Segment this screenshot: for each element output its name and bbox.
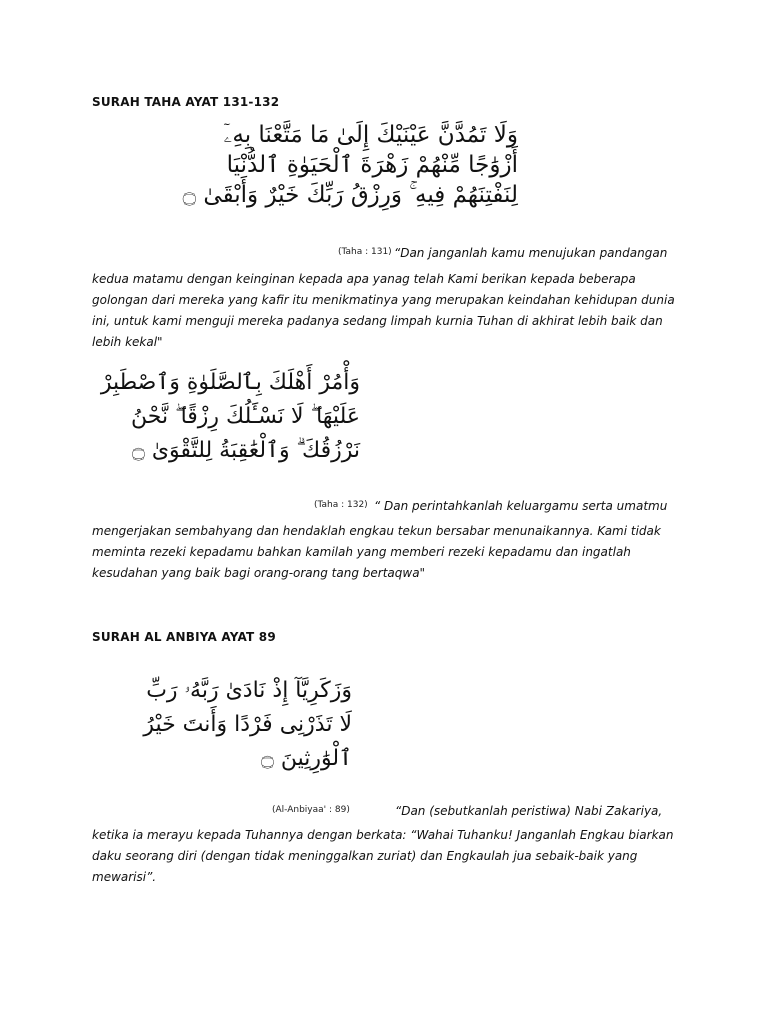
arabic-line: وَلَا تَمُدَّنَّ عَيْنَيْكَ إِلَىٰ مَا مَتَّعْنَا بِهِۦٓ [223, 122, 518, 148]
verse-reference: (Taha : 132) [314, 500, 368, 510]
arabic-line: عَلَيْهَا ۖ لَا نَسْـَٔلُكَ رِزْقًا ۖ نَّحْنُ [131, 404, 360, 429]
arabic-verse-taha-131 [183, 120, 518, 210]
arabic-line: ٱلْوَٰرِثِينَ ۝ [261, 746, 352, 771]
section-heading-al-anbiya: SURAH AL ANBIYA AYAT 89 [92, 630, 276, 644]
arabic-line: وَزَكَرِيَّآ إِذْ نَادَىٰ رَبَّهُۥ رَبِّ [146, 678, 352, 703]
verse-reference: (Al-Anbiyaa' : 89) [272, 805, 350, 815]
arabic-verse-al-anbiya-89 [143, 674, 352, 776]
arabic-line: نَرْزُقُكَ ۗ وَٱلْعَٰقِبَةُ لِلتَّقْوَىٰ ۝ [131, 438, 360, 463]
section-heading-taha: SURAH TAHA AYAT 131-132 [92, 95, 280, 109]
translation-paragraph: kedua matamu dengan keinginan kepada apa yanag telah Kami berikan kepada beberapa golongan dari mereka yang kafir itu menikmatinya yang merupakan keindahan kehidupan dunia ini, untuk kami menguji mereka padanya sedang limpah kurnia Tuhan di akhirat lebih baik dan lebih kekal" [92, 272, 675, 349]
arabic-line: وَأْمُرْ أَهْلَكَ بِٱلصَّلَوٰةِ وَٱصْطَبِرْ [100, 370, 360, 395]
translation-paragraph: ketika ia merayu kepada Tuhannya dengan berkata: “Wahai Tuhanku! Janganlah Engkau biarkan daku seorang diri (dengan tidak meninggalkan zuriat) dan Engkaulah jua sebaik-baik yang mewarisi”. [92, 828, 674, 884]
translation-paragraph: mengerjakan sembahyang dan hendaklah engkau tekun bersabar menunaikannya. Kami tidak meminta rezeki kepadamu bahkan kamilah yang memberi rezeki kepadamu dan ingatlah kesudahan yang baik bagi orang-orang tang bertaqwa" [92, 524, 661, 580]
arabic-verse-taha-132 [101, 366, 360, 468]
translation-lead: “ Dan perintahkanlah keluargamu serta umatmu [374, 499, 668, 513]
translation-lead: “Dan (sebutkanlah peristiwa) Nabi Zakariya, [395, 804, 663, 818]
arabic-line: لِنَفْتِنَهُمْ فِيهِ ۚ وَرِزْقُ رَبِّكَ خَيْرٌ وَأَبْقَىٰ ۝ [182, 182, 518, 208]
arabic-line: أَزْوَٰجًا مِّنْهُمْ زَهْرَةَ ٱلْحَيَوٰةِ ٱلدُّنْيَا [226, 152, 518, 178]
arabic-line: لَا تَذَرْنِى فَرْدًا وَأَنتَ خَيْرُ [143, 712, 352, 737]
verse-reference: (Taha : 131) [338, 247, 392, 257]
translation-lead: “Dan janganlah kamu menujukan pandangan [394, 246, 668, 260]
